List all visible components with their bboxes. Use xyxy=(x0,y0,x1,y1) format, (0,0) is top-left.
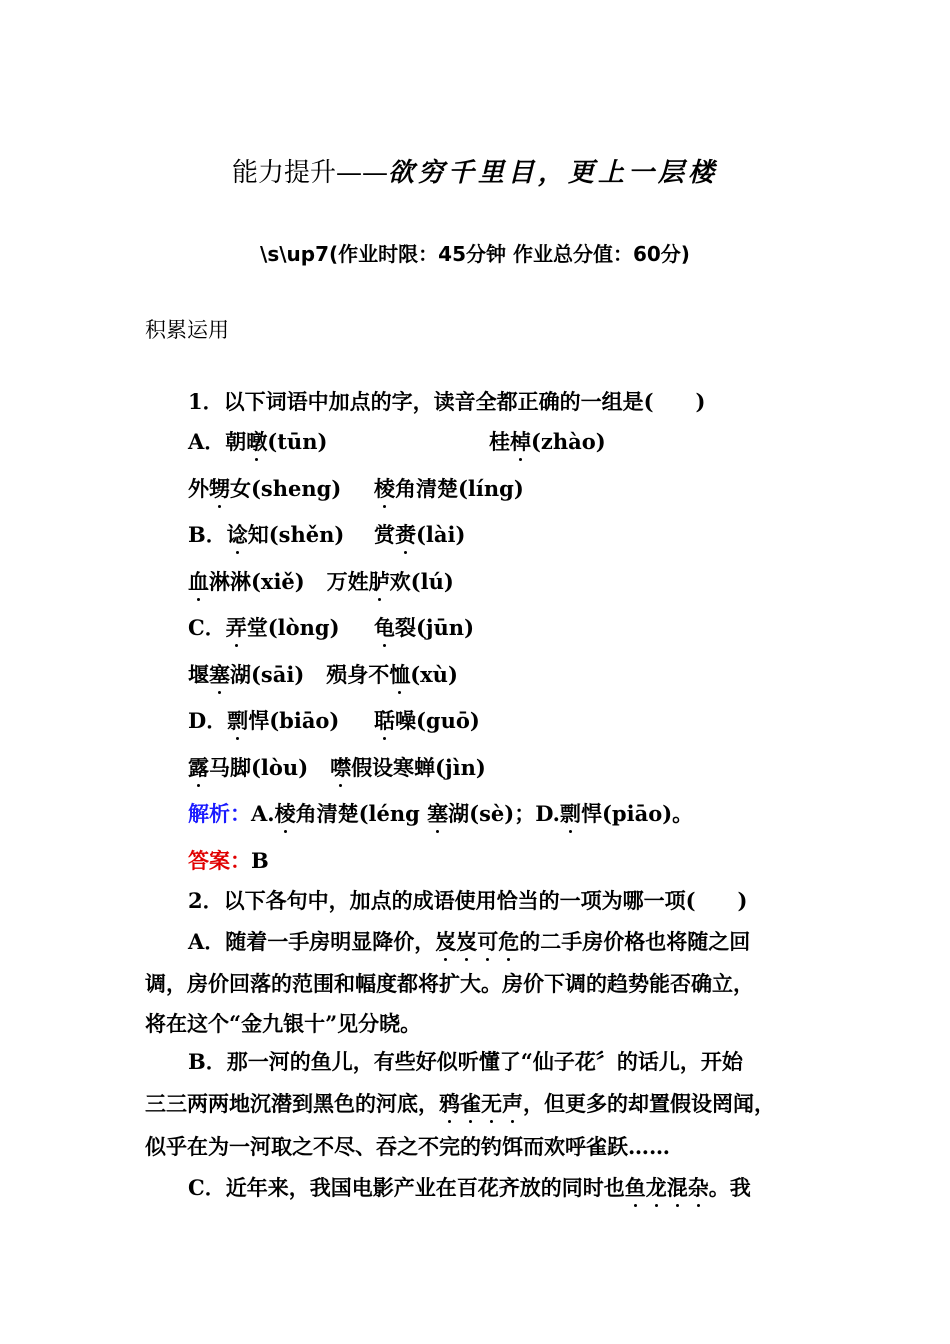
q1-option-a-line2a: 外甥女(sheng) xyxy=(188,476,342,501)
q2-option-a-line1: A．随着一手房明显降价，岌岌可危的二手房价格也将随之回 xyxy=(188,929,751,954)
q1-option-d-line1a: D．剽悍(biāo) xyxy=(188,708,340,733)
q1-option-d-line2: 露马脚(lòu) 噤假设寒蝉(jìn) xyxy=(188,755,486,780)
q1-option-a-word2: 桂棹(zhào) xyxy=(489,429,606,454)
q1-option-d-line1b: 聒噪(guō) xyxy=(374,708,480,733)
q1-option-c-line2: 堰塞湖(sāi) 殒身不恤(xù) xyxy=(188,662,458,687)
answer-label: 答案： xyxy=(188,848,251,873)
q1-analysis: 解析：A.棱角清楚(léng 塞湖(sè)；D.剽悍(piāo)。 xyxy=(188,801,694,826)
q1-option-b-line1a: B．谂知(shěn) xyxy=(188,522,345,547)
q1-stem: 1．以下词语中加点的字，读音全都正确的一组是( ) xyxy=(188,389,706,414)
q2-option-a-line3: 将在这个“金九银十”见分晓。 xyxy=(145,1011,422,1036)
q1-option-c-line1a: C．弄堂(lòng) xyxy=(188,615,340,640)
q2-option-b-line1: B．那一河的鱼儿，有些好似听懂了“仙子花〞的话儿，开始 xyxy=(188,1049,743,1074)
section-heading: 积累运用 xyxy=(145,318,229,342)
q1-option-b-line2: 血淋淋(xiě) 万姓胪欢(lú) xyxy=(188,569,454,594)
q1-option-a-line2b: 棱角清楚(líng) xyxy=(374,476,524,501)
q2-stem: 2．以下各句中，加点的成语使用恰当的一项为哪一项( ) xyxy=(188,888,748,913)
page-subtitle: \s\up7(作业时限：45分钟 作业总分值：60分) xyxy=(260,242,690,266)
q2-option-a-line2: 调，房价回落的范围和幅度都将扩大。房价下调的趋势能否确立， xyxy=(145,971,754,996)
title-plain: 能力提升—— xyxy=(231,158,388,188)
q2-option-c-line1: C．近年来，我国电影产业在百花齐放的同时也鱼龙混杂。我 xyxy=(188,1175,751,1200)
analysis-label: 解析： xyxy=(188,801,251,826)
q2-option-b-line2: 三三两两地沉潜到黑色的河底，鸦雀无声，但更多的却置假设罔闻， xyxy=(145,1091,775,1116)
q1-option-a-line1: A．朝暾(tūn) xyxy=(188,429,328,454)
page-title xyxy=(0,156,950,190)
q1-answer: 答案：B xyxy=(188,848,269,873)
q1-option-b-line1b: 赏赉(lài) xyxy=(374,522,466,547)
q1-option-c-line1b: 龟裂(jūn) xyxy=(374,615,475,640)
title-styled: 欲穷千里目，更上一层楼 xyxy=(388,158,719,188)
q2-option-b-line3: 似乎在为一河取之不尽、吞之不完的钓饵而欢呼雀跃…… xyxy=(145,1134,670,1159)
